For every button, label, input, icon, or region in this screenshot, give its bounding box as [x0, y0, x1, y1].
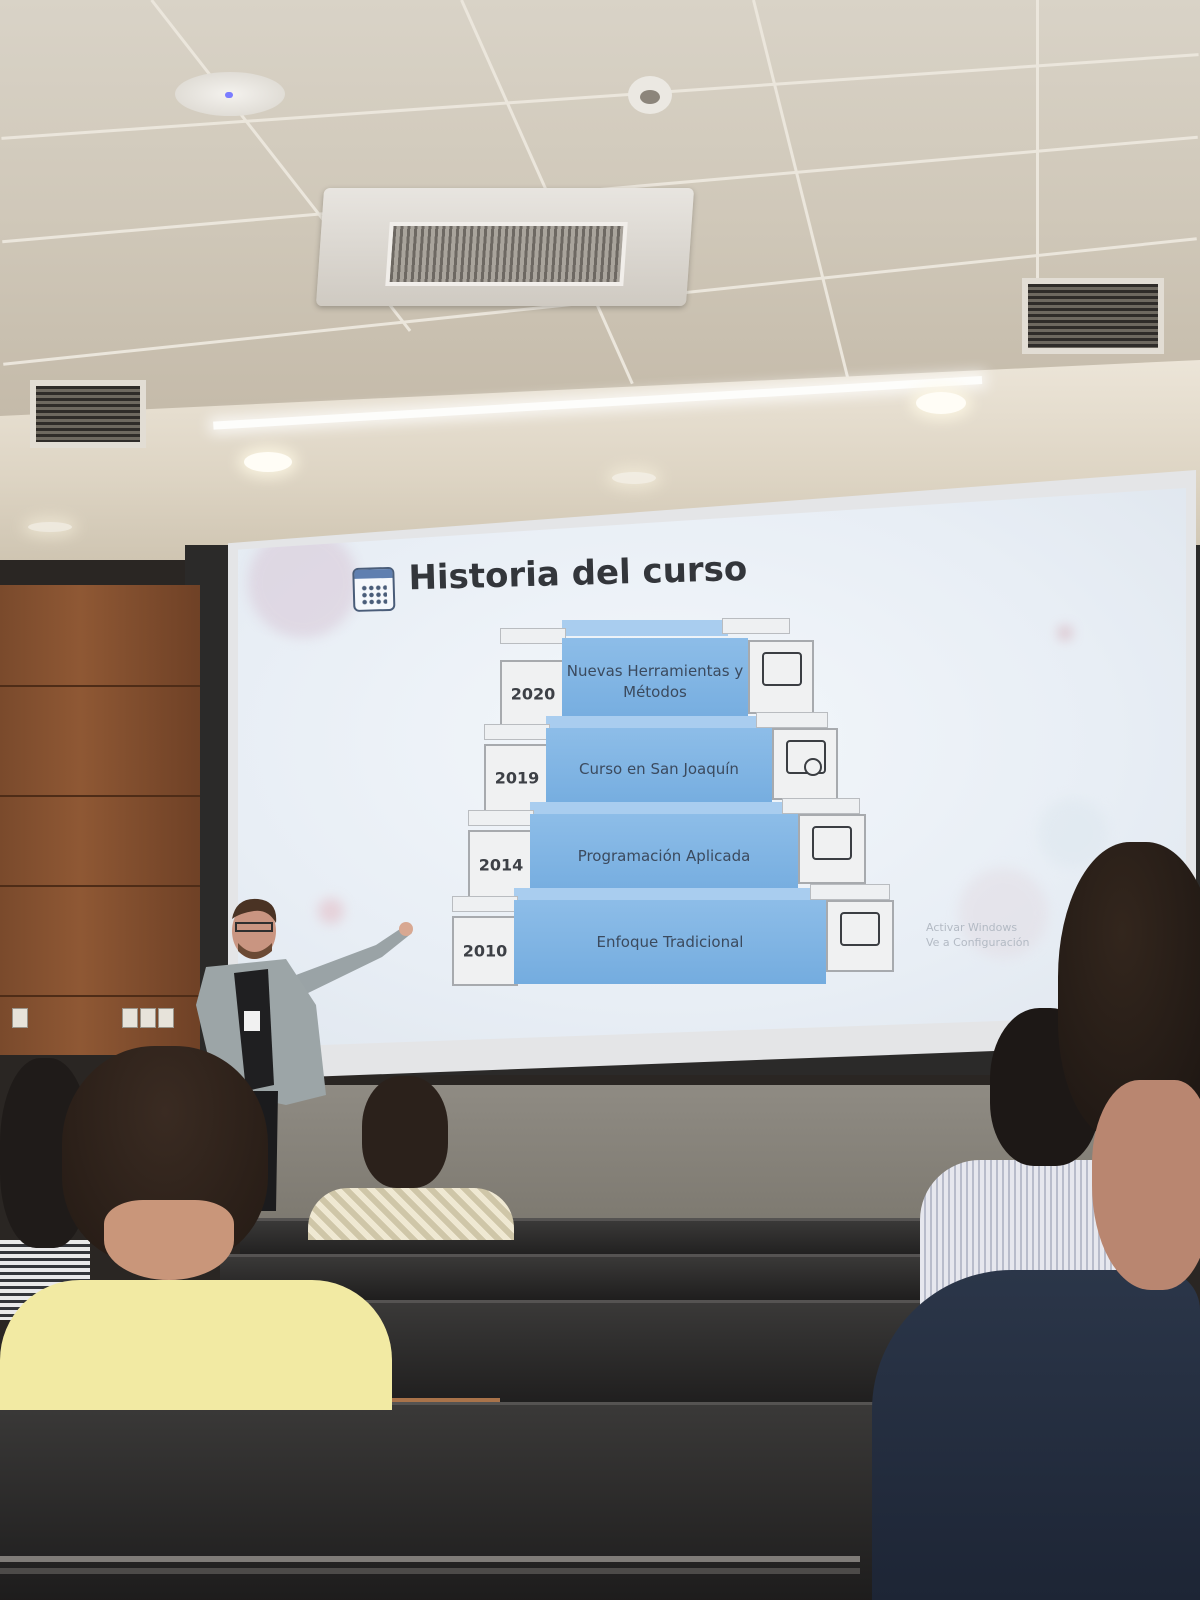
edit-tool-icon: [748, 640, 814, 714]
ceiling: [0, 0, 1200, 420]
timeline-label: Nuevas Herramientas y Métodos: [562, 638, 748, 726]
audience-head: [362, 1076, 448, 1188]
audience-member: [0, 1280, 392, 1410]
downlight: [916, 392, 966, 414]
ceiling-tile-line: [752, 0, 857, 408]
wall-outlet: [140, 1008, 156, 1028]
downlight: [612, 472, 656, 484]
wall-vent-right: [1022, 278, 1164, 354]
downlight: [28, 522, 72, 532]
slide-title: Historia del curso: [407, 548, 748, 599]
ceiling-tile-line: [1036, 0, 1039, 300]
smoke-detector-icon: [628, 76, 672, 114]
timeline-label: Enfoque Tradicional: [514, 900, 826, 984]
seat-rail: [0, 1556, 860, 1562]
downlight: [244, 452, 292, 472]
timeline-year-box: [452, 916, 518, 986]
air-conditioner-vent: [316, 188, 694, 306]
audience-face: [1092, 1080, 1200, 1290]
watermark-line: Ve a Configuración: [926, 936, 1030, 949]
audience-neck: [104, 1200, 234, 1280]
timeline-year: 2020: [510, 684, 556, 704]
wall-outlet: [158, 1008, 174, 1028]
wall-outlet: [12, 1008, 28, 1028]
browser-window-icon: [798, 814, 866, 884]
windows-activation-watermark: [926, 920, 1030, 950]
wall-outlet: [122, 1008, 138, 1028]
audience-member-hoodie: [872, 1270, 1200, 1600]
audience-member: [308, 1188, 514, 1240]
timeline-label: Programación Aplicada: [530, 814, 798, 898]
timeline-label: Curso en San Joaquín: [546, 728, 772, 810]
ceiling-sensor-icon: [175, 72, 285, 116]
graduation-search-icon: [772, 728, 838, 800]
wood-panel-wall: [0, 585, 200, 1055]
timeline-year: 2014: [478, 855, 524, 875]
timeline-year: 2019: [494, 768, 540, 788]
seat-rail: [0, 1568, 860, 1574]
slide-decor: [1058, 626, 1072, 640]
calendar-icon: [352, 567, 395, 612]
watermark-line: Activar Windows: [926, 921, 1018, 934]
wall-vent-left: [30, 380, 146, 448]
touch-expand-icon: [826, 900, 894, 972]
timeline-year: 2010: [462, 941, 508, 961]
